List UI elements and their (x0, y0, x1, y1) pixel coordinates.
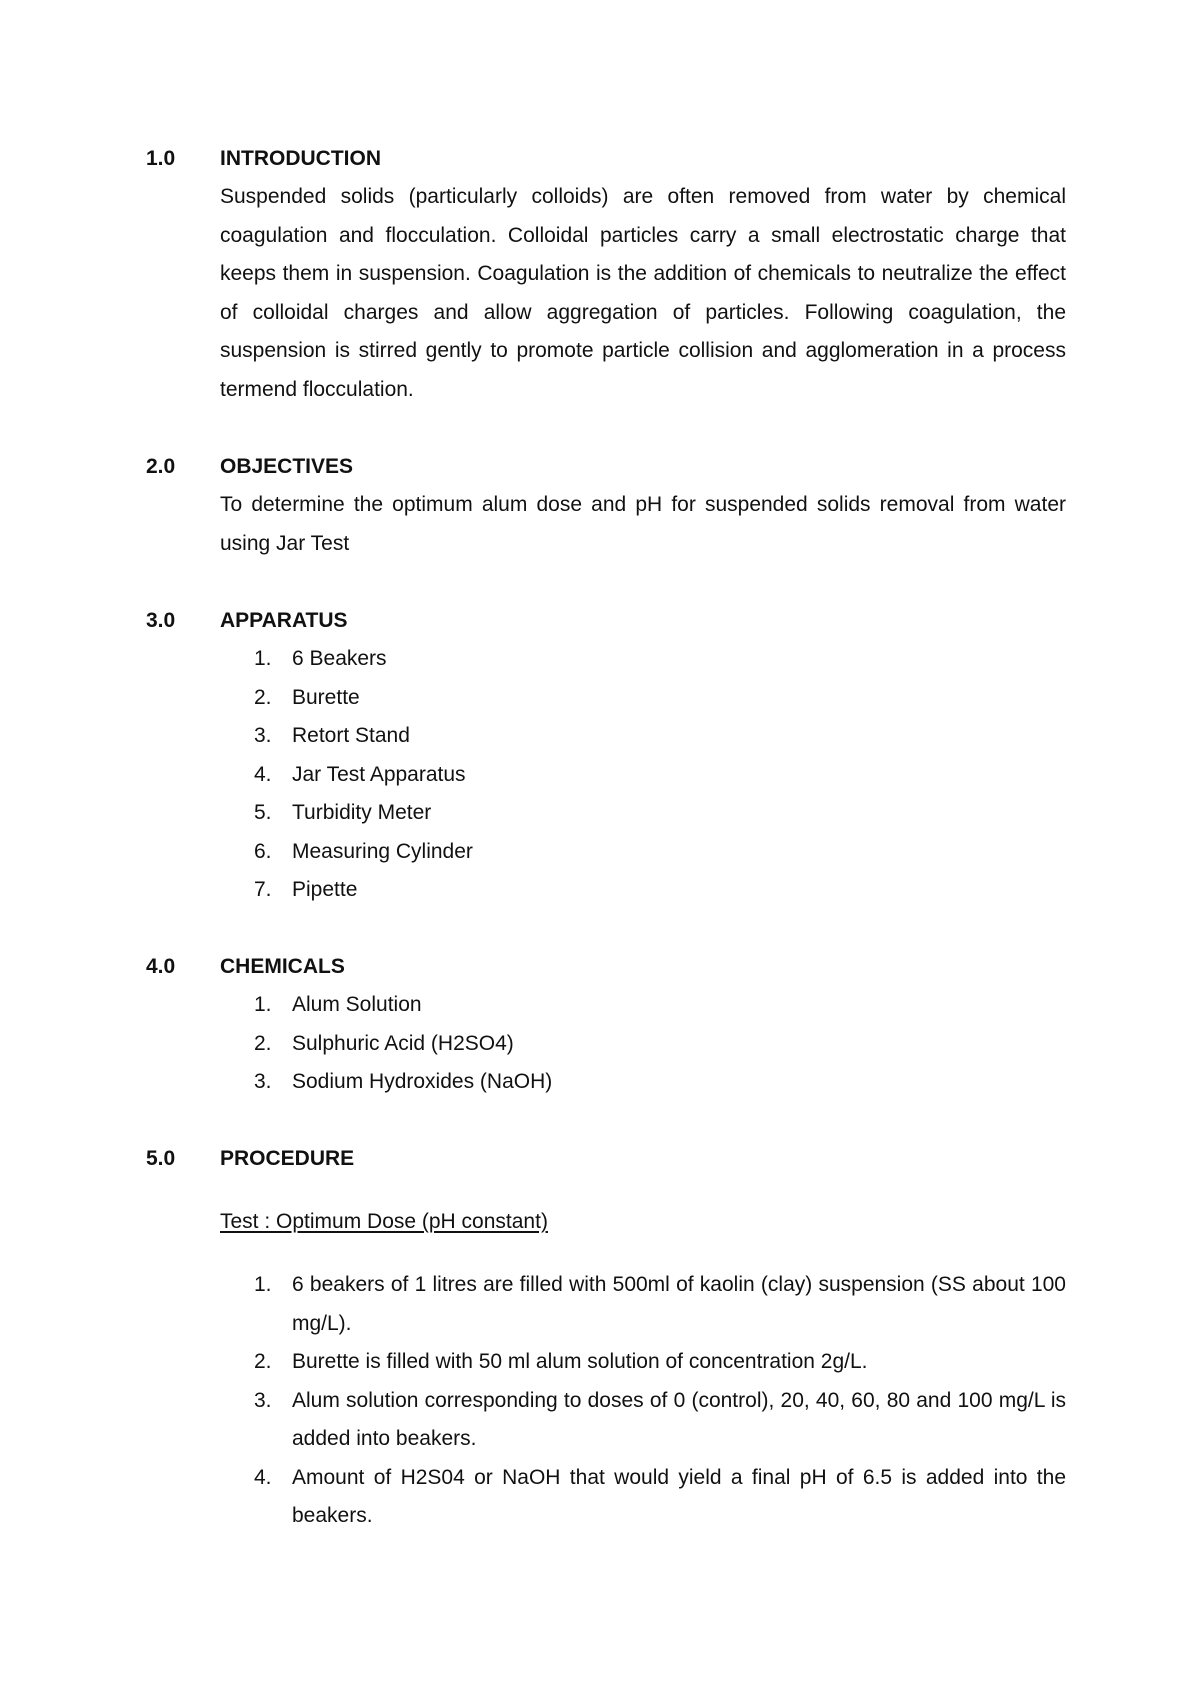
list-item (254, 871, 1066, 910)
list-item-text: Burette is filled with 50 ml alum solution of concentration 2g/L. (292, 1350, 868, 1373)
list-item (254, 1025, 1066, 1064)
list-item-text: Burette (292, 685, 360, 709)
list-marker: 3. (254, 724, 272, 747)
list-item-text: 6 Beakers (292, 647, 387, 670)
list-item (254, 756, 1066, 795)
list-marker: 1. (254, 993, 272, 1016)
section-number: 2.0 (146, 455, 176, 478)
section-title: PROCEDURE (220, 1147, 355, 1170)
list-item-text: Sodium Hydroxides (NaOH) (292, 1070, 553, 1093)
list-item-text: Retort Stand (292, 724, 410, 747)
objectives-paragraph: To determine the optimum alum dose and pH for suspended solids removal from water using Jar Test (220, 493, 1066, 555)
list-item (254, 986, 1066, 1025)
list-item-text: Alum solution corresponding to doses of 0 (control), 20, 40, 60, 80 and 100 mg/L is added into beakers. (292, 1388, 1066, 1450)
apparatus-list (254, 640, 1066, 910)
list-item (254, 640, 1066, 679)
list-marker: 1. (254, 647, 272, 670)
list-item (254, 1343, 1066, 1382)
list-item (254, 679, 1066, 718)
section-title: OBJECTIVES (220, 455, 354, 478)
section-objectives (146, 448, 1066, 563)
list-marker: 4. (254, 1465, 272, 1489)
list-item (254, 1459, 1066, 1536)
list-item-text: 6 beakers of 1 litres are filled with 500ml of kaolin (clay) suspension (SS about 100 mg/L). (292, 1273, 1066, 1335)
procedure-steps-list (254, 1266, 1066, 1536)
list-marker: 3. (254, 1070, 272, 1093)
list-item-text: Sulphuric Acid (H2SO4) (292, 1031, 514, 1055)
section-apparatus (146, 602, 1066, 910)
list-marker: 2. (254, 685, 272, 709)
section-title: APPARATUS (220, 609, 348, 632)
chemicals-list (254, 986, 1066, 1102)
list-item-text: Amount of H2S04 or NaOH that would yield a final pH of 6.5 is added into the beakers. (292, 1465, 1066, 1527)
list-item (254, 833, 1066, 872)
list-marker: 2. (254, 1350, 272, 1373)
list-marker: 4. (254, 762, 272, 786)
section-title: CHEMICALS (220, 955, 345, 978)
list-item-text: Alum Solution (292, 993, 422, 1016)
section-heading (146, 140, 1066, 178)
list-item (254, 717, 1066, 756)
list-item (254, 1063, 1066, 1102)
list-marker: 2. (254, 1031, 272, 1055)
list-item (254, 1266, 1066, 1343)
section-heading (146, 602, 1066, 640)
section-number: 3.0 (146, 609, 176, 632)
section-introduction (146, 140, 1066, 409)
section-chemicals (146, 948, 1066, 1102)
procedure-subheading: Test : Optimum Dose (pH constant) (220, 1210, 548, 1233)
list-item-text: Pipette (292, 878, 358, 901)
list-marker: 7. (254, 878, 272, 901)
list-marker: 6. (254, 839, 272, 863)
list-item-text: Jar Test Apparatus (292, 762, 466, 786)
section-number: 5.0 (146, 1147, 176, 1170)
list-item (254, 794, 1066, 833)
list-marker: 5. (254, 801, 272, 824)
section-title: INTRODUCTION (220, 147, 381, 170)
section-heading (146, 948, 1066, 986)
list-item-text: Measuring Cylinder (292, 839, 473, 863)
section-procedure (146, 1140, 1066, 1536)
section-number: 1.0 (146, 147, 176, 170)
list-item (254, 1382, 1066, 1459)
list-marker: 3. (254, 1388, 272, 1412)
section-number: 4.0 (146, 955, 176, 978)
list-marker: 1. (254, 1273, 272, 1296)
section-heading (146, 448, 1066, 486)
introduction-paragraph: Suspended solids (particularly colloids) are often removed from water by chemical coagulation and flocculation. Colloidal particles carry a small electrostatic charge that keeps them in suspension. Coagulation is the addition of chemicals to neutralize the effect of colloidal charges and allow aggregation of particles. Following coagulation, the suspension is stirred gently to promote particle collision and agglomeration in a process termend flocculation. (220, 185, 1066, 401)
section-heading (146, 1140, 1066, 1178)
list-item-text: Turbidity Meter (292, 801, 432, 824)
